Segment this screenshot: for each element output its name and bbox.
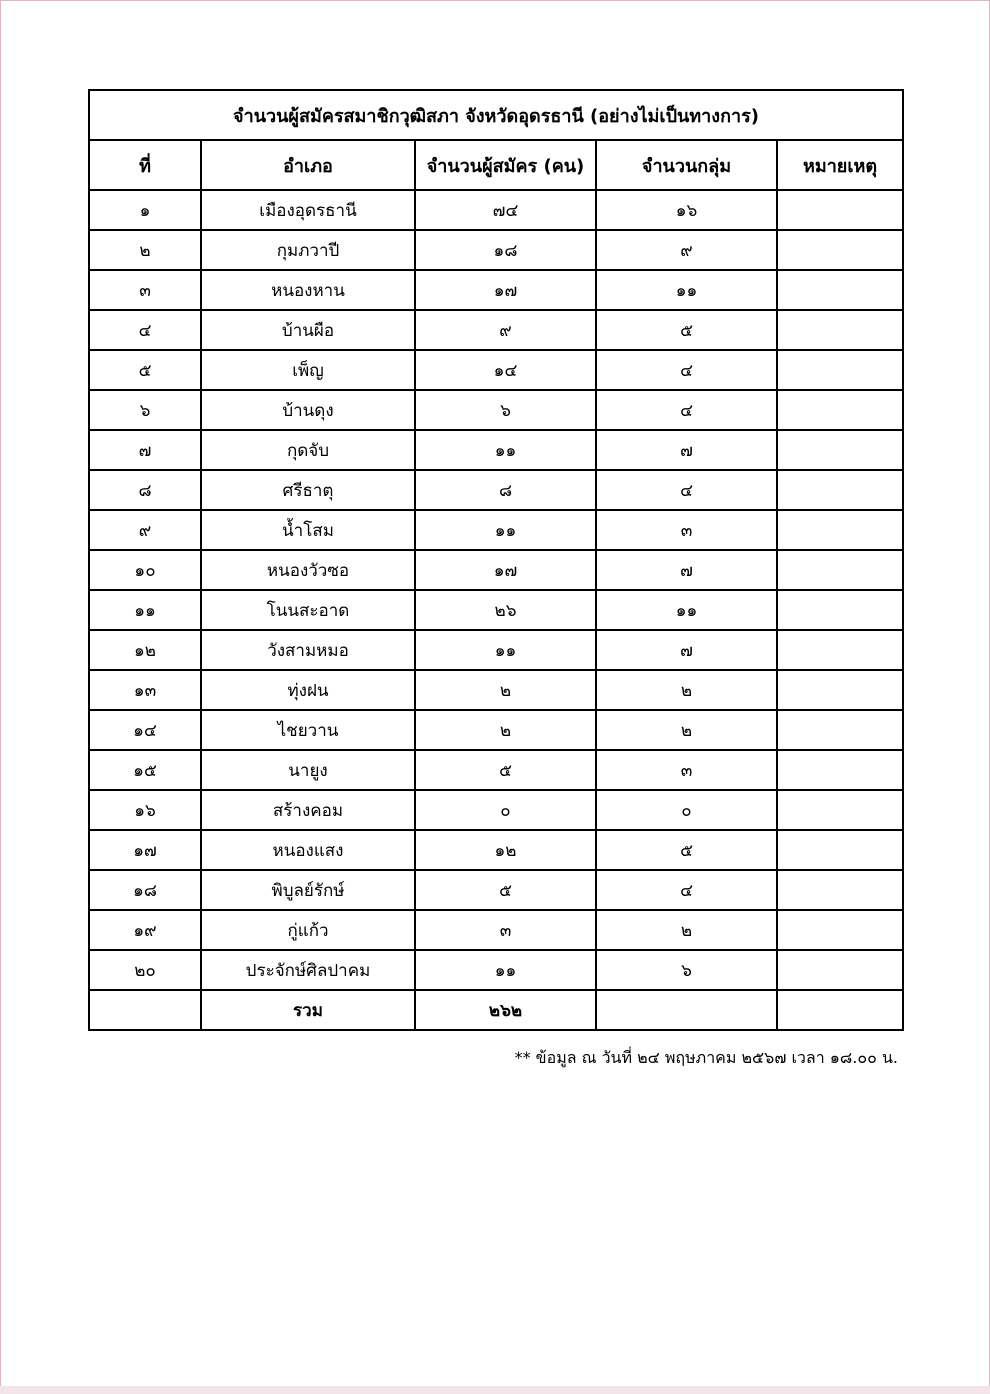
cell-groups: ๕ [596,830,777,870]
cell-groups: ๒ [596,710,777,750]
cell-district: บ้านดุง [201,390,415,430]
cell-district: ทุ่งฝน [201,670,415,710]
cell-remarks [777,630,903,670]
cell-remarks [777,870,903,910]
cell-district: กู่แก้ว [201,910,415,950]
cell-remarks [777,350,903,390]
cell-applicants: ๑๘ [415,230,596,270]
cell-no: ๑๗ [89,830,201,870]
cell-remarks [777,790,903,830]
cell-groups: ๒ [596,910,777,950]
cell-groups: ๐ [596,790,777,830]
table-row [89,830,903,870]
cell-no: ๑๙ [89,910,201,950]
page-bottom-strip [0,1386,990,1394]
cell-groups: ๑๑ [596,590,777,630]
table-row [89,550,903,590]
header-remarks: หมายเหตุ [777,140,903,190]
cell-district: วังสามหมอ [201,630,415,670]
cell-district: ไชยวาน [201,710,415,750]
cell-no: ๑๘ [89,870,201,910]
cell-applicants: ๒ [415,710,596,750]
header-groups: จำนวนกลุ่ม [596,140,777,190]
table-row [89,790,903,830]
cell-no: ๒ [89,230,201,270]
cell-no: ๖ [89,390,201,430]
cell-no: ๑๒ [89,630,201,670]
cell-groups: ๓ [596,750,777,790]
cell-remarks [777,470,903,510]
table-row [89,350,903,390]
cell-district: หนองหาน [201,270,415,310]
cell-groups: ๑๖ [596,190,777,230]
cell-district: เพ็ญ [201,350,415,390]
table-row [89,870,903,910]
cell-applicants: ๐ [415,790,596,830]
table-row [89,590,903,630]
cell-remarks [777,950,903,990]
cell-remarks [777,270,903,310]
cell-no: ๑๔ [89,710,201,750]
cell-groups: ๗ [596,550,777,590]
cell-groups: ๔ [596,390,777,430]
cell-applicants: ๑๗ [415,270,596,310]
cell-district: น้ำโสม [201,510,415,550]
cell-applicants: ๒๖ [415,590,596,630]
cell-groups: ๕ [596,310,777,350]
data-date-note: ** ข้อมูล ณ วันที่ ๒๔ พฤษภาคม ๒๕๖๗ เวลา ๑๘.๐๐ น. [514,1048,898,1067]
header-no: ที่ [89,140,201,190]
cell-applicants: ๑๑ [415,950,596,990]
cell-no: ๑๓ [89,670,201,710]
cell-no: ๑๕ [89,750,201,790]
cell-applicants: ๑๔ [415,350,596,390]
cell-groups: ๔ [596,870,777,910]
cell-no: ๑ [89,190,201,230]
total-groups-cell [596,990,777,1030]
cell-groups: ๖ [596,950,777,990]
cell-remarks [777,430,903,470]
total-no-cell [89,990,201,1030]
header-district: อำเภอ [201,140,415,190]
cell-district: โนนสะอาด [201,590,415,630]
cell-applicants: ๕ [415,870,596,910]
cell-applicants: ๙ [415,310,596,350]
table-row [89,270,903,310]
cell-district: กุมภวาปี [201,230,415,270]
cell-applicants: ๑๑ [415,630,596,670]
table-row [89,670,903,710]
cell-no: ๑๐ [89,550,201,590]
table-row [89,190,903,230]
table-row [89,750,903,790]
cell-applicants: ๓ [415,910,596,950]
cell-groups: ๔ [596,350,777,390]
cell-remarks [777,710,903,750]
cell-applicants: ๖ [415,390,596,430]
cell-applicants: ๑๑ [415,510,596,550]
cell-remarks [777,590,903,630]
table-row [89,230,903,270]
cell-groups: ๗ [596,630,777,670]
cell-remarks [777,190,903,230]
cell-groups: ๓ [596,510,777,550]
total-remarks-cell [777,990,903,1030]
cell-district: ประจักษ์ศิลปาคม [201,950,415,990]
cell-district: บ้านผือ [201,310,415,350]
cell-remarks [777,310,903,350]
cell-district: สร้างคอม [201,790,415,830]
table-row [89,310,903,350]
cell-groups: ๔ [596,470,777,510]
table-title-row [89,90,903,140]
cell-no: ๕ [89,350,201,390]
table-body [89,190,903,990]
cell-groups: ๑๑ [596,270,777,310]
table-header-row [89,140,903,190]
total-applicants: ๒๖๒ [415,990,596,1030]
cell-applicants: ๒ [415,670,596,710]
cell-no: ๒๐ [89,950,201,990]
cell-remarks [777,230,903,270]
cell-applicants: ๕ [415,750,596,790]
table-row [89,950,903,990]
cell-district: หนองแสง [201,830,415,870]
cell-remarks [777,910,903,950]
cell-remarks [777,670,903,710]
table-row [89,630,903,670]
cell-district: พิบูลย์รักษ์ [201,870,415,910]
cell-remarks [777,550,903,590]
applicants-table [88,89,904,1031]
cell-district: กุดจับ [201,430,415,470]
header-applicants: จำนวนผู้สมัคร (คน) [415,140,596,190]
cell-no: ๔ [89,310,201,350]
cell-no: ๑๑ [89,590,201,630]
table-row [89,710,903,750]
cell-applicants: ๑๗ [415,550,596,590]
total-row [89,990,903,1030]
cell-district: หนองวัวซอ [201,550,415,590]
cell-groups: ๒ [596,670,777,710]
cell-no: ๓ [89,270,201,310]
cell-remarks [777,390,903,430]
table-row [89,910,903,950]
table-title: จำนวนผู้สมัครสมาชิกวุฒิสภา จังหวัดอุดรธานี (อย่างไม่เป็นทางการ) [89,90,903,140]
cell-applicants: ๘ [415,470,596,510]
cell-no: ๑๖ [89,790,201,830]
cell-groups: ๙ [596,230,777,270]
cell-applicants: ๗๔ [415,190,596,230]
cell-district: เมืองอุดรธานี [201,190,415,230]
total-label: รวม [201,990,415,1030]
cell-remarks [777,830,903,870]
cell-district: นายูง [201,750,415,790]
cell-no: ๘ [89,470,201,510]
cell-remarks [777,510,903,550]
cell-no: ๗ [89,430,201,470]
cell-applicants: ๑๑ [415,430,596,470]
cell-groups: ๗ [596,430,777,470]
cell-no: ๙ [89,510,201,550]
table-row [89,470,903,510]
cell-applicants: ๑๒ [415,830,596,870]
cell-remarks [777,750,903,790]
table-row [89,390,903,430]
table-row [89,430,903,470]
table-row [89,510,903,550]
cell-district: ศรีธาตุ [201,470,415,510]
